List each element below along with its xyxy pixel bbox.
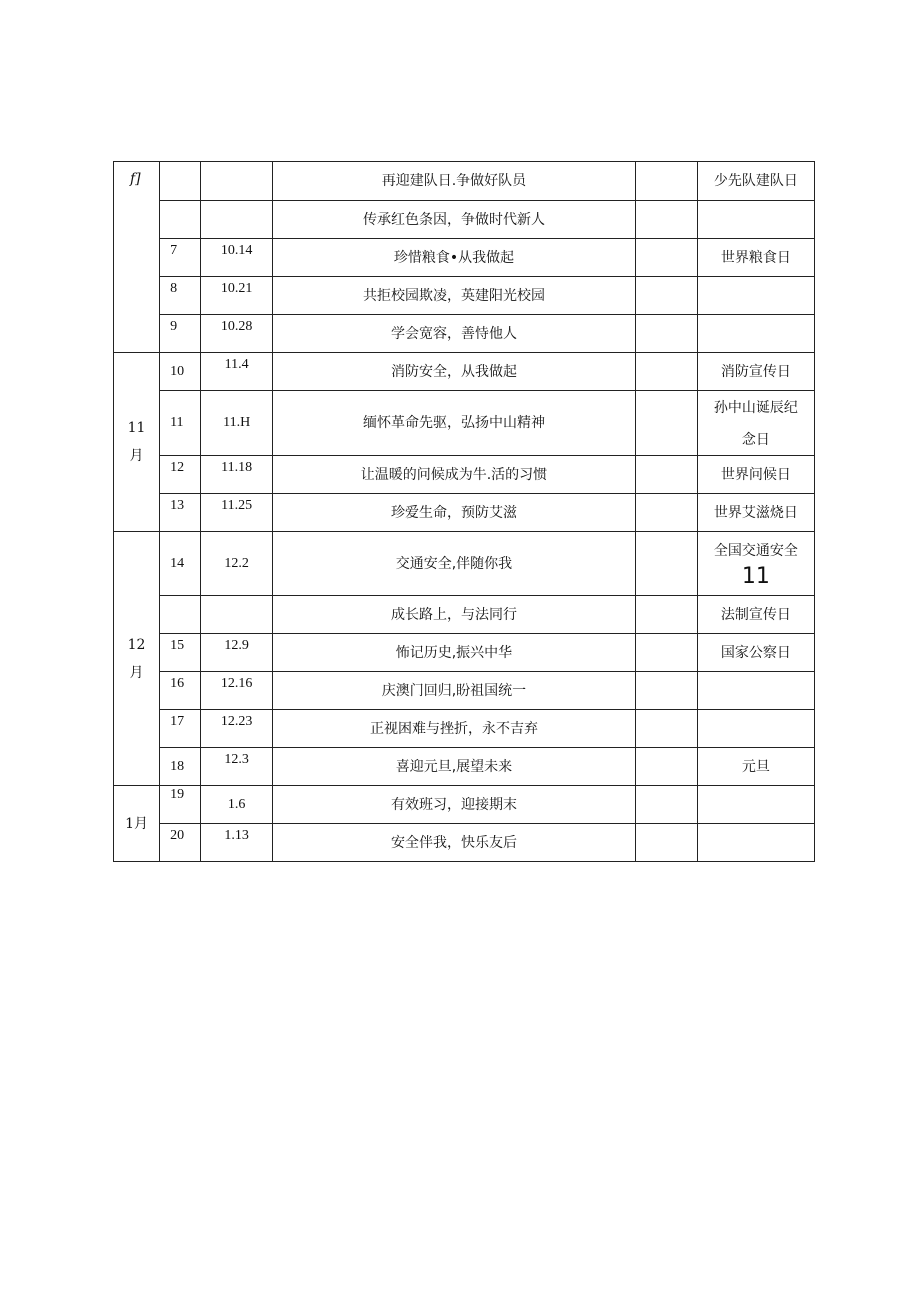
row-blank-cell [635,532,697,596]
row-date: 1.13 [201,824,273,862]
row-blank-cell [635,201,697,239]
month-number: 12 [127,636,146,653]
row-blank-cell [635,277,697,315]
row-theme: 珍爱生命，预防艾滋 [273,494,636,532]
table-row [114,748,815,786]
row-theme: 成长路上，与法同行 [273,596,636,634]
row-theme: 消防安全，从我做起 [273,353,636,391]
row-note [697,786,814,824]
row-number: 12 [160,456,201,494]
row-theme: 让温暖的问候成为牛.活的习惯 [273,456,636,494]
table-row [114,786,815,824]
row-note: 少先队建队日 [697,162,814,201]
row-theme: 传承红色条因，争做时代新人 [273,201,636,239]
row-number: 14 [160,532,201,596]
note-line-2: 11 [741,563,770,589]
row-blank-cell [635,162,697,201]
row-note [697,315,814,353]
row-date [201,596,273,634]
row-blank-cell [635,239,697,277]
row-theme: 再迎建队日.争做好队员 [273,162,636,201]
row-number: 13 [160,494,201,532]
row-number: 20 [160,824,201,862]
row-blank-cell [635,494,697,532]
table-row [114,353,815,391]
row-blank-cell [635,315,697,353]
row-date: 11.25 [201,494,273,532]
month-unit: 月 [129,448,144,464]
table-row [114,456,815,494]
row-number [160,201,201,239]
table-row [114,596,815,634]
row-blank-cell [635,596,697,634]
table-row [114,315,815,353]
row-date [201,201,273,239]
row-blank-cell [635,824,697,862]
month-label: f] [130,171,141,187]
row-date: 11.18 [201,456,273,494]
row-number: 19 [160,786,201,824]
row-number [160,162,201,201]
month-unit: 月 [129,664,144,681]
row-note [697,277,814,315]
row-date: 10.28 [201,315,273,353]
row-note [697,824,814,862]
row-date: 10.21 [201,277,273,315]
table-row [114,672,815,710]
row-blank-cell [635,391,697,456]
row-date: 12.2 [201,532,273,596]
row-note [697,532,814,596]
row-note: 元旦 [697,748,814,786]
row-date [201,162,273,201]
row-blank-cell [635,710,697,748]
row-blank-cell [635,672,697,710]
note-line-1: 全国交通安全 [713,542,798,559]
row-theme: 珍惜粮食•从我做起 [273,239,636,277]
row-number: 7 [160,239,201,277]
row-note [697,391,814,456]
row-date: 12.23 [201,710,273,748]
row-blank-cell [635,786,697,824]
row-theme: 缅怀革命先驱，弘扬中山精神 [273,391,636,456]
table-row [114,201,815,239]
row-theme: 学会宽容，善恃他人 [273,315,636,353]
row-theme: 共拒校园欺凌，英建阳光校园 [273,277,636,315]
row-date: 10.14 [201,239,273,277]
month-cell-january [114,786,160,862]
table-row [114,532,815,596]
row-theme: 正视困难与挫折，永不吉弃 [273,710,636,748]
row-number: 17 [160,710,201,748]
row-note: 世界艾滋烧日 [697,494,814,532]
month-cell-november [114,353,160,532]
row-date: 1.6 [201,786,273,824]
month-number: 11 [127,420,146,436]
row-note: 世界粮食日 [697,239,814,277]
month-cell-december [114,532,160,786]
note-line-1: 孙中山诞辰纪 [713,400,798,416]
table-row [114,634,815,672]
month-cell-october [114,162,160,353]
row-note [697,710,814,748]
row-number: 10 [160,353,201,391]
row-date: 12.3 [201,748,273,786]
row-number: 11 [160,391,201,456]
row-note [697,201,814,239]
row-number: 9 [160,315,201,353]
row-note: 世界问候日 [697,456,814,494]
table-row [114,277,815,315]
row-note: 消防宣传日 [697,353,814,391]
row-number: 15 [160,634,201,672]
row-theme: 怖记历史,振兴中华 [273,634,636,672]
row-note: 法制宣传日 [697,596,814,634]
row-blank-cell [635,634,697,672]
row-blank-cell [635,353,697,391]
table-row [114,710,815,748]
note-line-2: 念日 [741,432,770,448]
row-theme: 安全伴我，快乐友后 [273,824,636,862]
row-number: 8 [160,277,201,315]
row-theme: 交通安全,伴随你我 [273,532,636,596]
table-row [114,824,815,862]
row-blank-cell [635,456,697,494]
table-row [114,391,815,456]
row-note [697,672,814,710]
row-theme: 喜迎元旦,展望未来 [273,748,636,786]
row-number: 16 [160,672,201,710]
table-row [114,162,815,201]
row-date: 11.4 [201,353,273,391]
row-date: 12.9 [201,634,273,672]
month-label: 1月 [125,815,148,832]
row-number [160,596,201,634]
row-blank-cell [635,748,697,786]
row-theme: 庆澳门回归,盼祖国统一 [273,672,636,710]
weekly-theme-schedule-table [113,161,815,862]
table-row [114,239,815,277]
table-row [114,494,815,532]
row-number: 18 [160,748,201,786]
row-theme: 有效班习，迎接期末 [273,786,636,824]
row-date: 12.16 [201,672,273,710]
row-note: 国家公察日 [697,634,814,672]
row-date: 11.H [201,391,273,456]
